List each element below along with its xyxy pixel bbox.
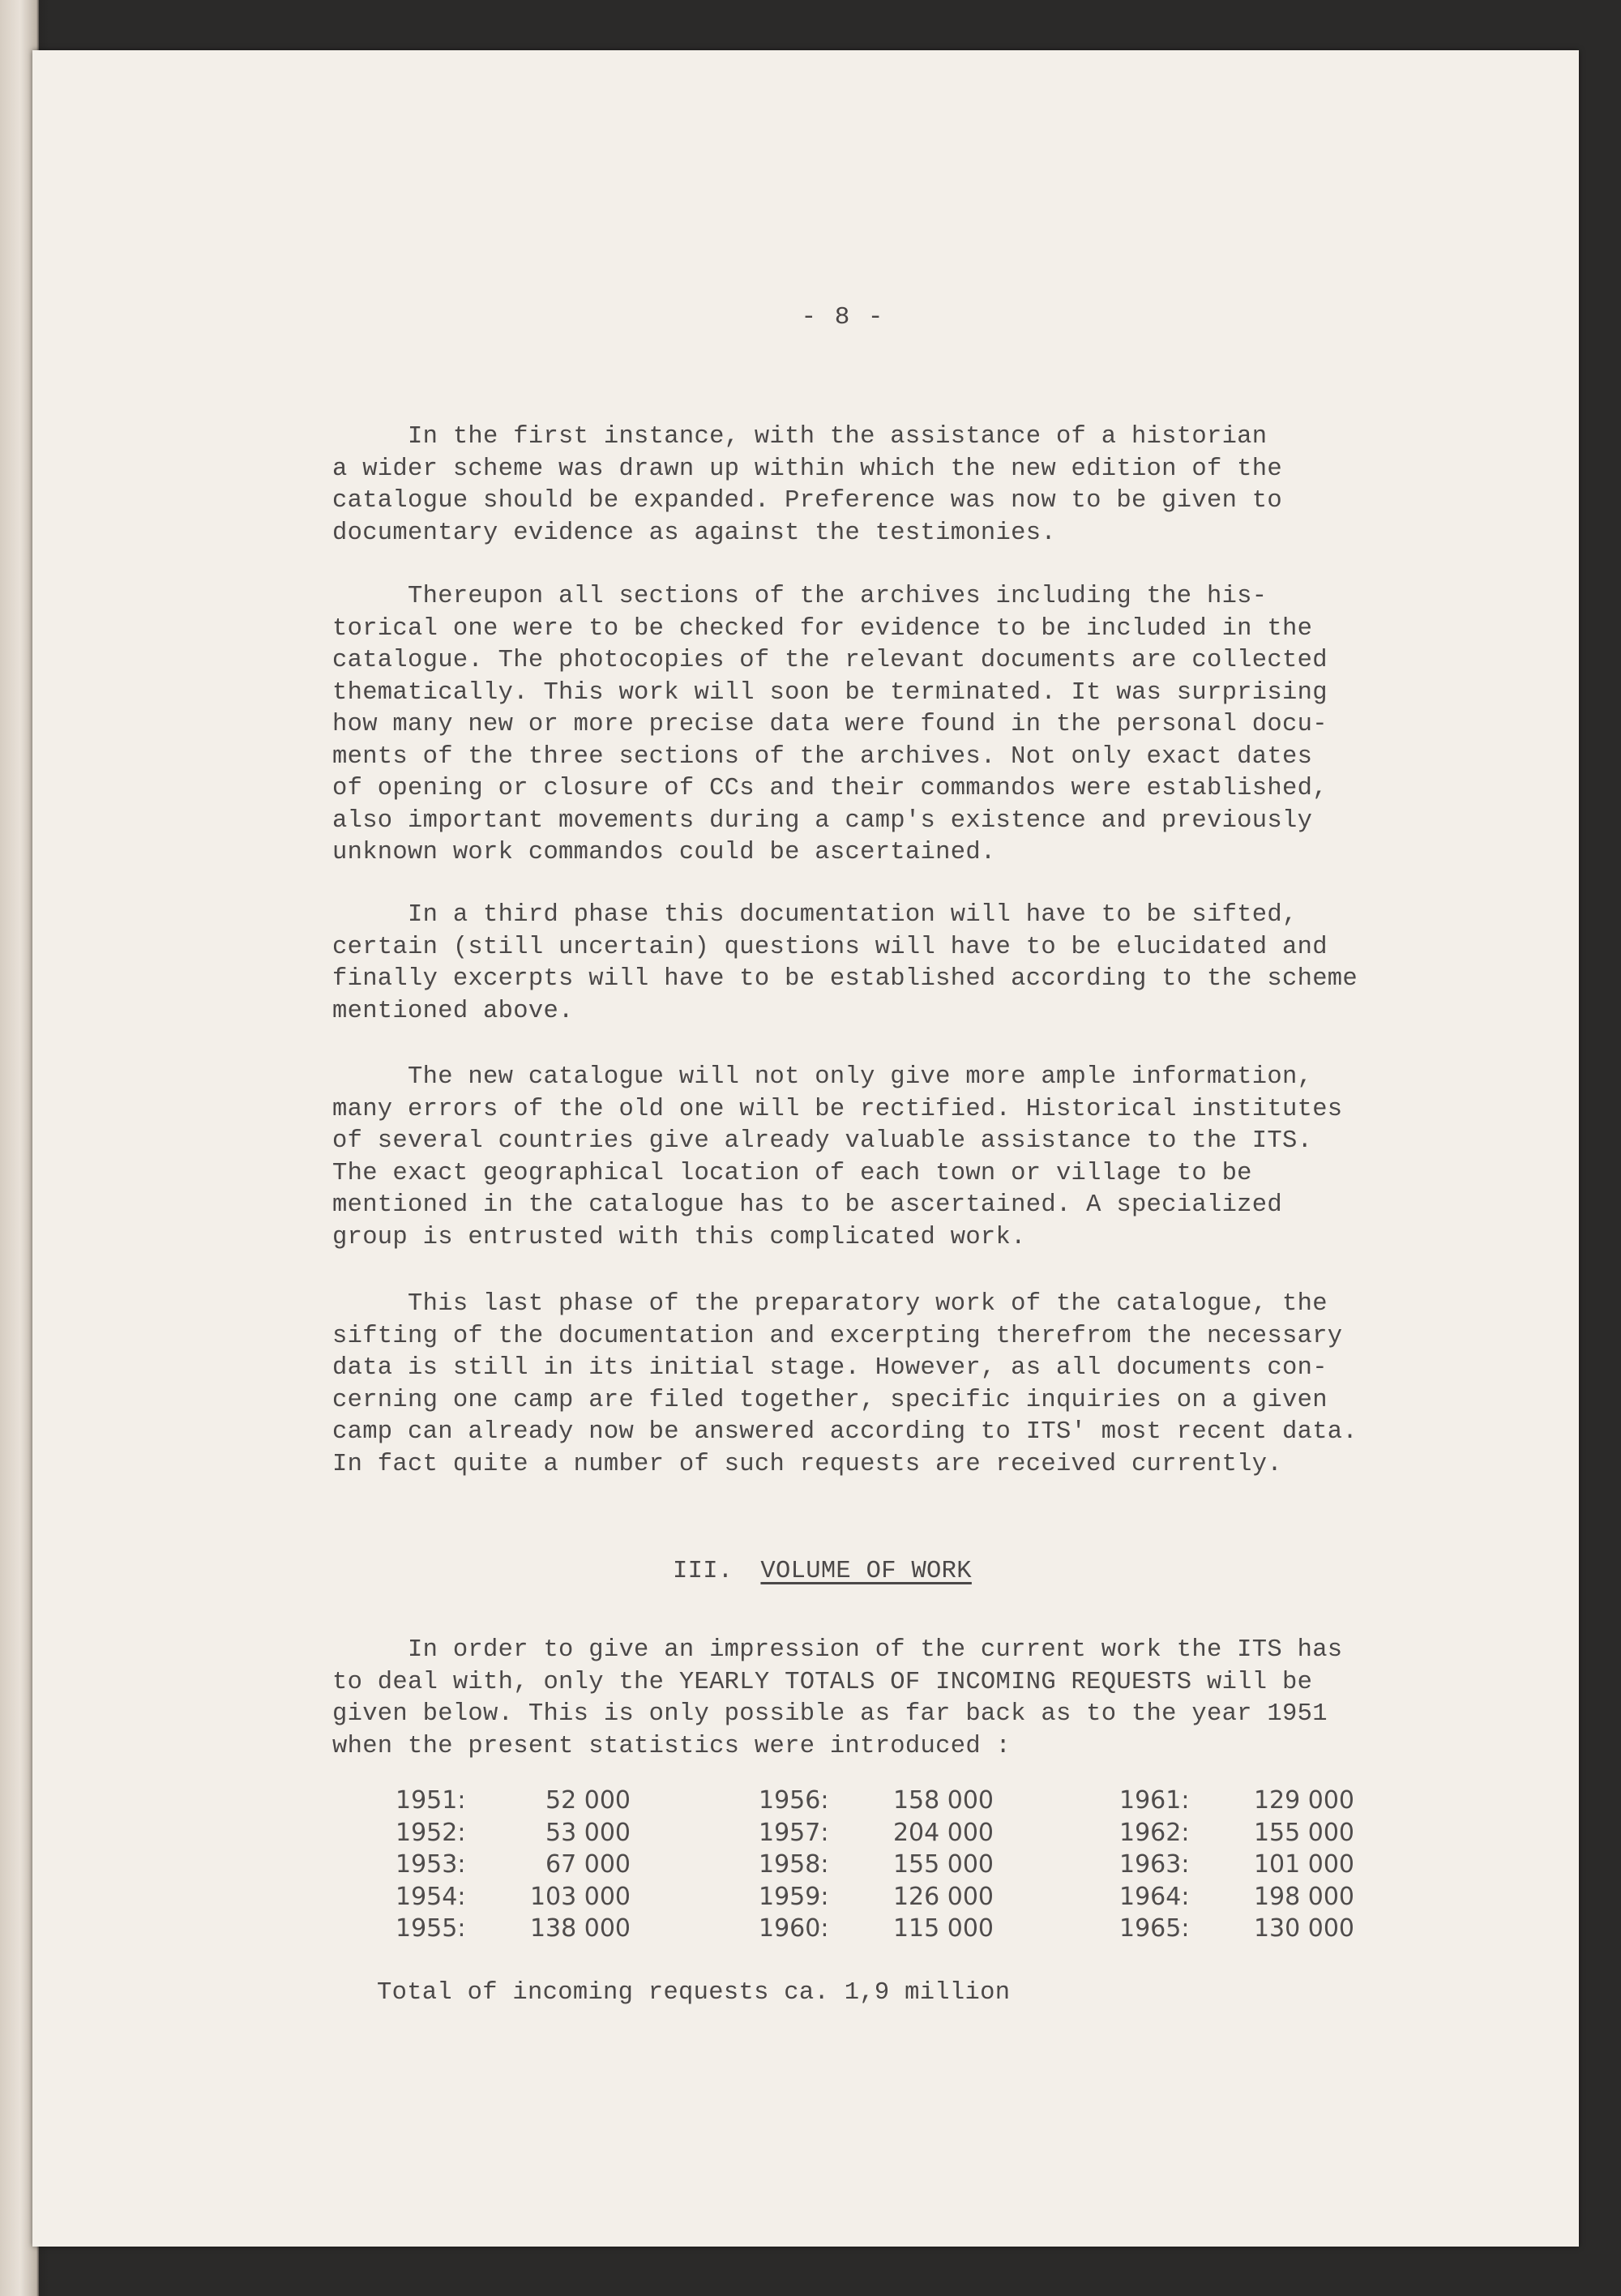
- stats-row: [1119, 1817, 1427, 1849]
- stats-year: 1959:: [759, 1882, 829, 1911]
- section-number: III.: [673, 1558, 734, 1585]
- paragraph-third-phase: In a third phase this documentation will have to be sifted, certain (still uncertain) questions will have to be elucidated and finally excerpts will have to be established according to the scheme mentioned above.: [332, 901, 1358, 1025]
- stats-row: [759, 1881, 1067, 1913]
- stats-value: 115 000: [892, 1914, 994, 1943]
- paragraph-archive-sections: Thereupon all sections of the archives including the his- torical one were to be checked for evidence to be included in the catalogue. The photocopies of the relevant documents are collected thematically. This work will soon be terminated. It was surprising how many new or more precise data were found in the personal docu- ments of the three sections of the archives. Not only exact dates of opening or closure of CCs and their commandos were established, also important movements during a camp's existence and previously unknown work commandos could be ascertained.: [332, 583, 1328, 866]
- stats-year: 1958:: [759, 1850, 829, 1879]
- section-heading: [673, 1558, 972, 1585]
- stats-value: 129 000: [1253, 1786, 1354, 1815]
- stats-year: 1963:: [1119, 1850, 1190, 1879]
- stats-column: [396, 1785, 704, 1945]
- paragraph-historian-scheme: In the first instance, with the assistance of a historian a wider scheme was drawn up within which the new edition of the catalogue should be expanded. Preference was now to be given to documentary evidence as against the testimonies.: [332, 423, 1282, 547]
- page-number: - 8 -: [801, 303, 885, 331]
- stats-row: [759, 1817, 1067, 1849]
- stats-value: 155 000: [892, 1850, 994, 1879]
- stats-value: 67 000: [545, 1850, 631, 1879]
- yearly-requests-table: [32, 1785, 1579, 1963]
- stats-year: 1957:: [759, 1818, 829, 1847]
- stats-year: 1955:: [396, 1914, 466, 1943]
- document-page: [32, 50, 1579, 2247]
- stats-row: [759, 1913, 1067, 1945]
- stats-year: 1964:: [1119, 1882, 1190, 1911]
- stats-row: [396, 1881, 704, 1913]
- stats-row: [1119, 1913, 1427, 1945]
- stats-year: 1962:: [1119, 1818, 1190, 1847]
- stats-row: [396, 1849, 704, 1881]
- stats-year: 1951:: [396, 1786, 466, 1815]
- stats-row: [759, 1849, 1067, 1881]
- stats-row: [1119, 1785, 1427, 1817]
- stats-year: 1954:: [396, 1882, 466, 1911]
- stats-row: [1119, 1881, 1427, 1913]
- stats-row: [396, 1817, 704, 1849]
- stats-row: [759, 1785, 1067, 1817]
- stats-value: 204 000: [892, 1818, 994, 1847]
- stats-value: 130 000: [1253, 1914, 1354, 1943]
- stats-value: 155 000: [1253, 1818, 1354, 1847]
- stats-year: 1956:: [759, 1786, 829, 1815]
- stats-value: 53 000: [545, 1818, 631, 1847]
- paragraph-volume-intro: In order to give an impression of the current work the ITS has to deal with, only the YEARLY TOTALS OF INCOMING REQUESTS will be given below. This is only possible as far back as to the year 1951 when the present statistics were introduced :: [332, 1636, 1343, 1760]
- stats-year: 1960:: [759, 1914, 829, 1943]
- stats-row: [1119, 1849, 1427, 1881]
- stats-row: [396, 1785, 704, 1817]
- stats-year: 1953:: [396, 1850, 466, 1879]
- stats-column: [1119, 1785, 1427, 1945]
- stats-year: 1952:: [396, 1818, 466, 1847]
- stats-value: 103 000: [529, 1882, 631, 1911]
- stats-year: 1965:: [1119, 1914, 1190, 1943]
- stats-column: [759, 1785, 1067, 1945]
- stats-value: 198 000: [1253, 1882, 1354, 1911]
- stats-value: 138 000: [529, 1914, 631, 1943]
- stats-value: 52 000: [545, 1786, 631, 1815]
- total-requests-line: Total of incoming requests ca. 1,9 million: [377, 1979, 1011, 2007]
- stats-value: 158 000: [892, 1786, 994, 1815]
- stats-value: 101 000: [1253, 1850, 1354, 1879]
- section-title: VOLUME OF WORK: [760, 1558, 972, 1585]
- paragraph-last-phase: This last phase of the preparatory work of the catalogue, the sifting of the documentation and excerpting therefrom the necessary data is still in its initial stage. However, as all documents con- cerning one camp are filed together, specific inquiries on a given camp can already now be answered according to ITS' most recent data. In fact quite a number of such requests are received currently.: [332, 1290, 1358, 1478]
- stats-row: [396, 1913, 704, 1945]
- stats-year: 1961:: [1119, 1786, 1190, 1815]
- paragraph-new-catalogue: The new catalogue will not only give more ample information, many errors of the old one will be rectified. Historical institutes of several countries give already valuable assistance to the ITS. The exact geographical location of each town or village to be mentioned in the catalogue has to be ascertained. A specialized group is entrusted with this complicated work.: [332, 1063, 1343, 1251]
- stats-value: 126 000: [892, 1882, 994, 1911]
